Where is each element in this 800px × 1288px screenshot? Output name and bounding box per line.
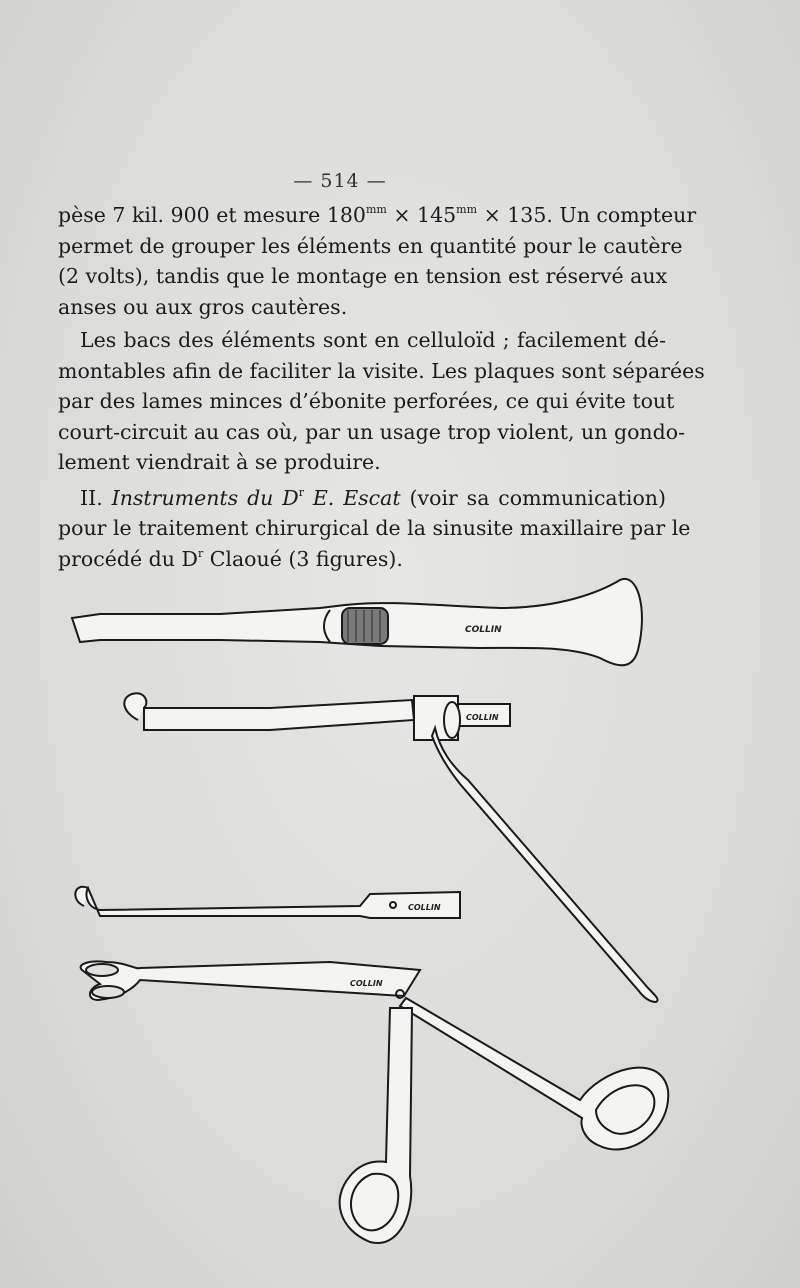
superscript: mm (365, 203, 387, 216)
body-text (58, 200, 705, 574)
instrument-trocar (72, 579, 642, 665)
maker-mark: COLLIN (466, 713, 499, 722)
text-span: × 135. Un compteur (477, 203, 697, 227)
text-line: anses ou aux gros cautères. (58, 294, 348, 319)
text-line: (2 volts), tandis que le montage en tension est réservé aux (58, 264, 668, 288)
instruments-figure (60, 570, 680, 1250)
text-span: Claoué (3 figures). (203, 546, 403, 571)
paragraph-instruments (58, 483, 691, 575)
text-line: pour le traitement chirurgical de la sinusite maxillaire par le (58, 516, 691, 540)
maker-mark: COLLIN (465, 625, 502, 635)
paragraph-celluloid (58, 325, 705, 478)
maker-mark: COLLIN (350, 979, 383, 988)
text-line: court-circuit au cas où, par un usage trop violent, un gondo- (58, 419, 686, 444)
text-line: permet de grouper les éléments en quantité pour le cautère (58, 233, 683, 258)
text-line: montables afin de faciliter la visite. Les plaques sont séparées (58, 358, 705, 383)
text-line: Les bacs des éléments sont en celluloïd ; facilement dé- (80, 328, 666, 352)
instrument-forceps (81, 961, 669, 1243)
page-number: — 514 — (293, 170, 387, 192)
text-line (58, 483, 666, 514)
text-span: (voir sa communication) (400, 485, 666, 510)
text-line (58, 200, 697, 231)
italic-span: E. Escat (303, 485, 401, 510)
maker-mark: COLLIN (408, 903, 441, 912)
text-span: procédé du D (58, 546, 198, 571)
superscript: r (298, 485, 304, 499)
text-span: pèse 7 kil. 900 et mesure 180 (58, 203, 366, 227)
instrument-curette-guide (124, 693, 657, 1002)
text-line: par des lames minces d’ébonite perforées, ce qui évite tout (58, 389, 675, 413)
italic-span: Instruments du D (111, 485, 299, 510)
surgical-instruments-illustration (60, 570, 680, 1250)
superscript: mm (456, 203, 478, 216)
text-span: II. (80, 485, 112, 510)
instrument-hook-curette (75, 887, 460, 918)
text-line: lement viendrait à se produire. (58, 450, 381, 474)
paragraph-battery-description (58, 200, 697, 322)
superscript: r (197, 546, 204, 560)
text-span: × 145 (386, 203, 457, 227)
